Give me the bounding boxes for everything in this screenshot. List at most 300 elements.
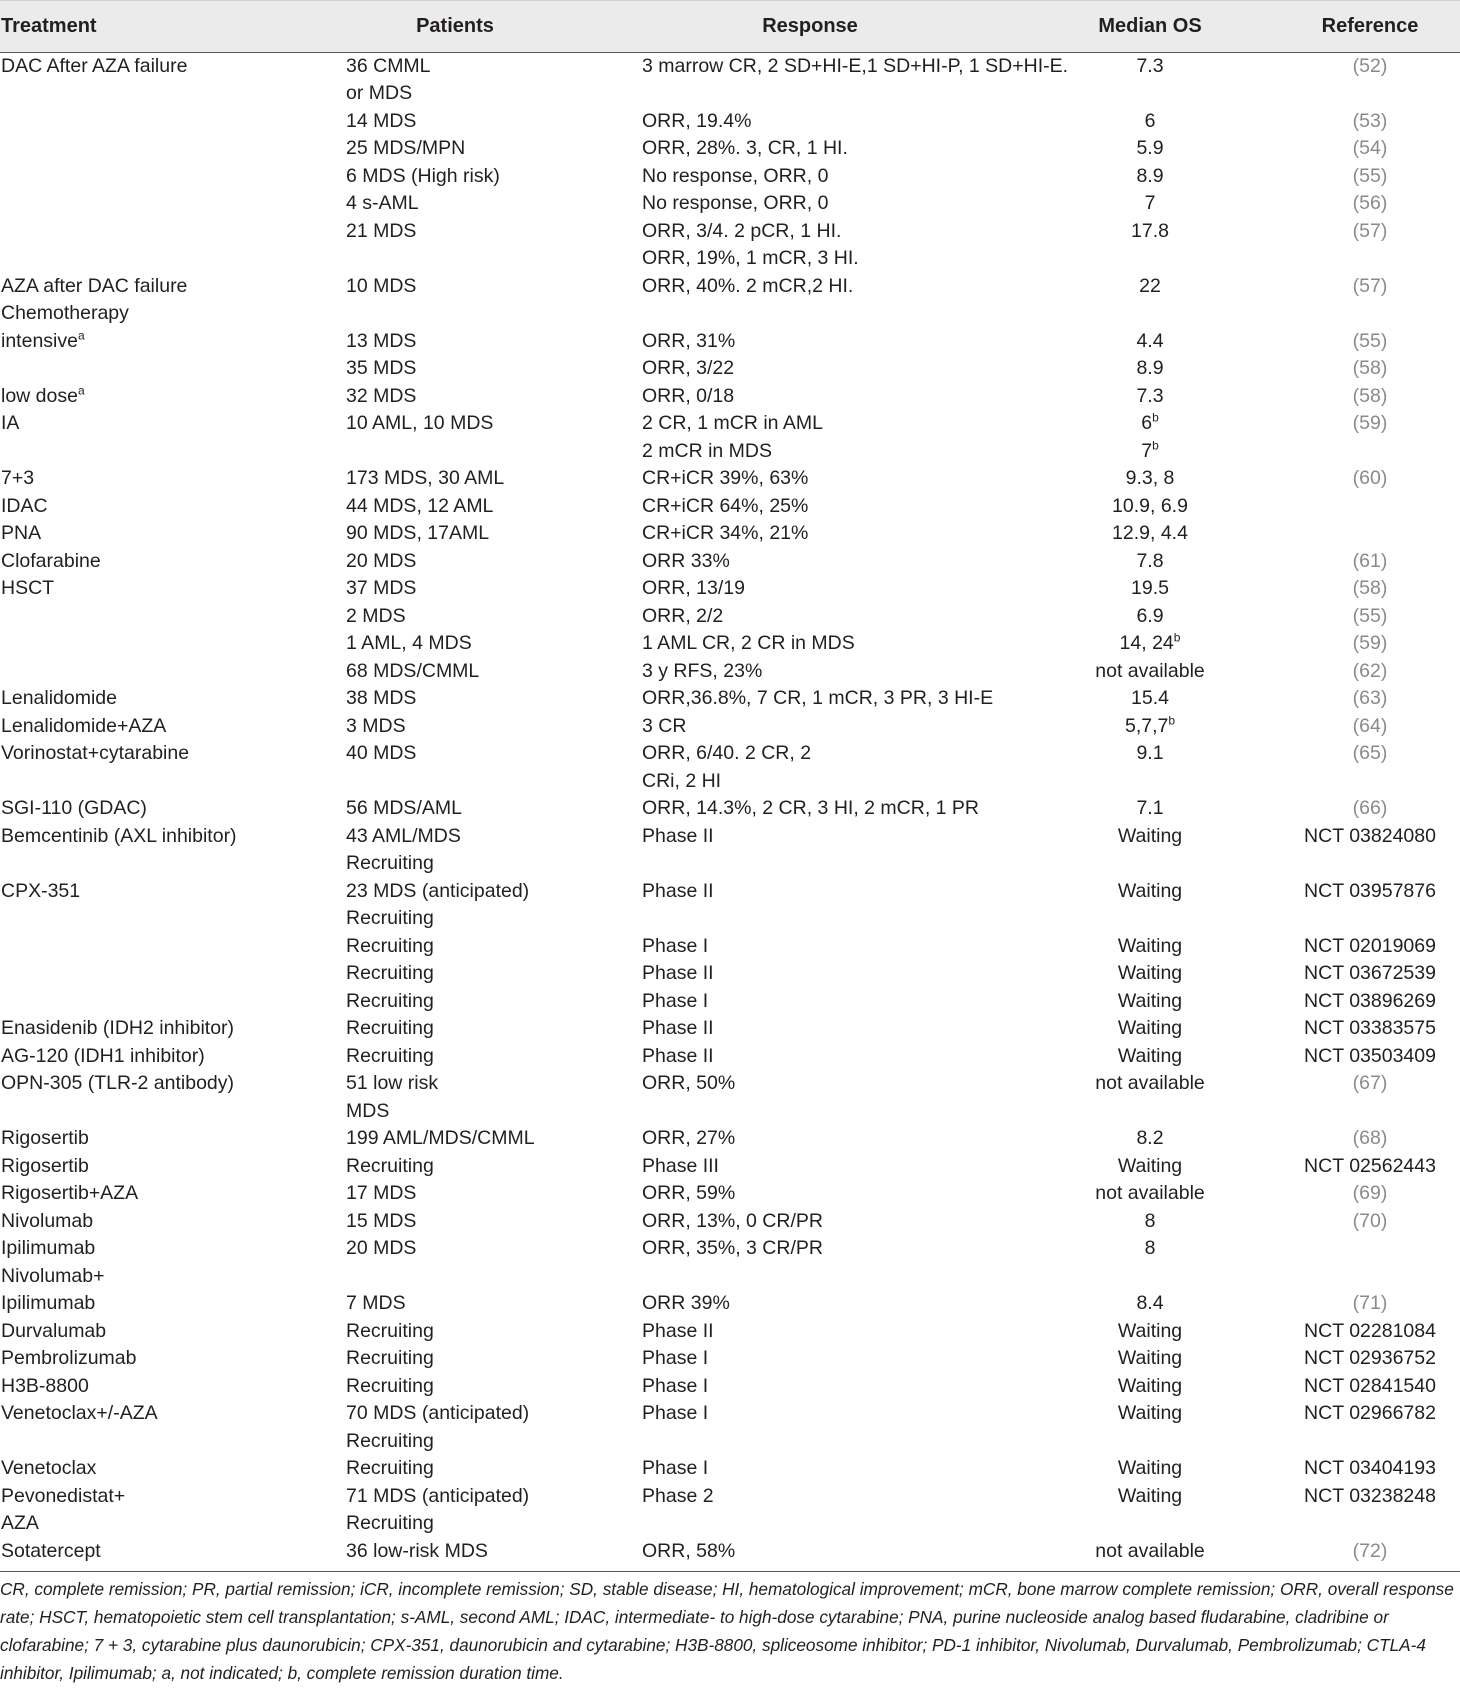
cell-response: [600, 740, 1020, 768]
cell-reference: [1280, 850, 1460, 878]
cell-reference-link[interactable]: [1280, 355, 1460, 383]
cell-text: ORR,36.8%, 7 CR, 1 mCR, 3 PR, 3 HI-E: [642, 687, 994, 710]
cell-treatment: [0, 1015, 310, 1043]
cell-text: Rigosertib: [1, 1127, 89, 1150]
cell-text: Phase I: [642, 989, 709, 1012]
cell-response: [600, 80, 1020, 108]
cell-reference-link[interactable]: [1280, 740, 1460, 768]
cell-treatment: [0, 1153, 310, 1181]
cell-response: [600, 1098, 1020, 1126]
cell-treatment: [0, 1428, 310, 1456]
header-patients: Patients: [310, 1, 600, 53]
cell-text: Waiting: [1117, 962, 1183, 985]
cell-response: [600, 823, 1020, 851]
cell-reference-link[interactable]: [1280, 190, 1460, 218]
cell-text: 7 MDS: [346, 1292, 406, 1315]
table-row: [0, 1428, 1460, 1456]
cell-reference: [1280, 1318, 1460, 1346]
cell-median-os: [1020, 1235, 1280, 1263]
cell-text: 3 y RFS, 23%: [642, 659, 763, 682]
cell-text: (57): [1352, 219, 1388, 242]
table-row: [0, 465, 1460, 493]
header-response: Response: [600, 1, 1020, 53]
cell-reference-link[interactable]: [1280, 135, 1460, 163]
cell-patients: [310, 878, 600, 906]
table-row: [0, 1510, 1460, 1538]
cell-patients: [310, 245, 600, 273]
cell-text: Rigosertib: [1, 1154, 89, 1177]
table-row: [0, 1455, 1460, 1483]
cell-median-os: [1020, 190, 1280, 218]
cell-text: (66): [1352, 797, 1388, 820]
cell-text: 56 MDS/AML: [346, 797, 462, 820]
cell-response: [600, 603, 1020, 631]
cell-text: Waiting: [1117, 1484, 1183, 1507]
cell-patients: [310, 493, 600, 521]
cell-median-os: [1020, 438, 1280, 466]
cell-reference-link[interactable]: [1280, 163, 1460, 191]
cell-text: Waiting: [1117, 1154, 1183, 1177]
cell-reference: [1280, 1400, 1460, 1428]
cell-reference-link[interactable]: [1280, 465, 1460, 493]
cell-text: ORR, 28%. 3, CR, 1 HI.: [642, 137, 848, 160]
cell-reference-link[interactable]: [1280, 1208, 1460, 1236]
cell-text: OPN-305 (TLR-2 antibody): [1, 1072, 235, 1095]
cell-text: CR+iCR 34%, 21%: [642, 522, 809, 545]
cell-median-os: [1020, 520, 1280, 548]
cell-patients: [310, 960, 600, 988]
cell-median-os: [1020, 80, 1280, 108]
cell-reference: [1280, 988, 1460, 1016]
cell-reference-link[interactable]: [1280, 1538, 1460, 1569]
cell-response: [600, 905, 1020, 933]
cell-median-os: [1020, 328, 1280, 356]
cell-patients: [310, 1153, 600, 1181]
cell-text: 2 CR, 1 mCR in AML: [642, 412, 823, 435]
cell-patients: [310, 1180, 600, 1208]
cell-text: (72): [1352, 1539, 1388, 1562]
cell-treatment: [0, 1510, 310, 1538]
cell-patients: [310, 1235, 600, 1263]
cell-text: NCT 03824080: [1304, 824, 1436, 847]
cell-patients: [310, 850, 600, 878]
table-row: [0, 1070, 1460, 1098]
cell-text: Waiting: [1117, 1347, 1183, 1370]
table-row: [0, 1345, 1460, 1373]
cell-response: [600, 163, 1020, 191]
cell-response: [600, 218, 1020, 246]
cell-text: 70 MDS (anticipated): [346, 1402, 530, 1425]
cell-treatment: [0, 905, 310, 933]
cell-response: [600, 1428, 1020, 1456]
cell-text: not available: [1095, 1072, 1205, 1095]
cell-text: 8.9: [1136, 357, 1164, 380]
cell-median-os: [1020, 300, 1280, 328]
cell-text: DAC After AZA failure: [1, 55, 188, 77]
cell-text: Phase I: [642, 1402, 709, 1425]
cell-median-os: [1020, 713, 1280, 741]
cell-text: NCT 03503409: [1304, 1044, 1436, 1067]
cell-text: Vorinostat+cytarabine: [1, 742, 190, 765]
cell-text: Pevonedistat+: [1, 1484, 126, 1507]
cell-text: 7.3: [1136, 55, 1164, 77]
cell-response: [600, 1455, 1020, 1483]
cell-patients: [310, 410, 600, 438]
cell-text: AG-120 (IDH1 inhibitor): [1, 1044, 205, 1067]
cell-reference-link[interactable]: [1280, 795, 1460, 823]
cell-text: Sotatercept: [1, 1539, 101, 1562]
cell-patients: [310, 795, 600, 823]
table-row: [0, 905, 1460, 933]
cell-text: ORR, 2/2: [642, 604, 724, 627]
cell-reference-link[interactable]: [1280, 1125, 1460, 1153]
cell-reference-link[interactable]: [1280, 713, 1460, 741]
cell-text: CR+iCR 64%, 25%: [642, 494, 809, 517]
cell-text: 21 MDS: [346, 219, 417, 242]
cell-response: [600, 1015, 1020, 1043]
cell-text: Phase I: [642, 1347, 709, 1370]
cell-text: 51 low risk: [346, 1072, 439, 1095]
cell-median-os: [1020, 1098, 1280, 1126]
cell-text: 36 CMML: [346, 55, 431, 77]
cell-text: NCT 03957876: [1304, 879, 1436, 902]
cell-reference: [1280, 1153, 1460, 1181]
cell-text: Waiting: [1117, 824, 1183, 847]
cell-text: 7: [1141, 439, 1153, 462]
cell-reference-link[interactable]: [1280, 410, 1460, 438]
cell-reference: [1280, 1428, 1460, 1456]
cell-text: (71): [1352, 1292, 1388, 1315]
cell-patients: [310, 1318, 600, 1346]
cell-text: Phase II: [642, 1044, 714, 1067]
cell-text: Recruiting: [346, 934, 434, 957]
cell-text: not available: [1095, 1539, 1205, 1562]
cell-reference: [1280, 905, 1460, 933]
cell-text: 23 MDS (anticipated): [346, 879, 530, 902]
cell-response: [600, 575, 1020, 603]
cell-text: ORR, 3/4. 2 pCR, 1 HI.: [642, 219, 842, 242]
cell-reference-link[interactable]: [1280, 685, 1460, 713]
cell-treatment: [0, 878, 310, 906]
cell-text: Durvalumab: [1, 1319, 107, 1342]
cell-treatment: [0, 328, 310, 356]
table-footnote: CR, complete remission; PR, partial remission; iCR, incomplete remission; SD, stable disease; HI, hematological improvement; mCR, bone marrow complete remission; ORR, overall response rate; HSCT, hematopoietic stem cell transplantation; s-AML, second AML; IDAC, intermediate- to high-dose cytarabine; PNA, purine nucleoside analog based fludarabine, cladribine or clofarabine; 7 + 3, cytarabine plus daunorubicin; CPX-351, daunorubicin and cytarabine; H3B-8800, spliceosome inhibitor; PD-1 inhibitor, Nivolumab, Durvalumab, Pembrolizumab; CTLA-4 inhibitor, Ipilimumab; a, not indicated; b, complete remission duration time.: [0, 1578, 1454, 1683]
cell-reference-link[interactable]: [1280, 53, 1460, 81]
cell-text: 199 AML/MDS/CMML: [346, 1127, 535, 1150]
cell-patients: [310, 823, 600, 851]
cell-treatment: [0, 1070, 310, 1098]
cell-patients: [310, 1345, 600, 1373]
cell-reference-link[interactable]: [1280, 548, 1460, 576]
cell-text: Recruiting: [346, 907, 434, 930]
cell-text: NCT 02966782: [1304, 1402, 1436, 1425]
cell-patients: [310, 740, 600, 768]
cell-treatment: [0, 1180, 310, 1208]
cell-treatment: [0, 1263, 310, 1291]
cell-text: NCT 03896269: [1304, 989, 1436, 1012]
cell-text: ORR, 3/22: [642, 357, 735, 380]
cell-reference-link[interactable]: [1280, 1070, 1460, 1098]
cell-text: Phase II: [642, 879, 714, 902]
table-header-row: [0, 1, 1460, 53]
cell-reference-link[interactable]: [1280, 1290, 1460, 1318]
cell-response: [600, 1043, 1020, 1071]
cell-reference: [1280, 1483, 1460, 1511]
cell-text: 37 MDS: [346, 577, 417, 600]
cell-treatment: [0, 630, 310, 658]
cell-text: low dose: [1, 384, 78, 407]
cell-patients: [310, 108, 600, 136]
cell-reference-link[interactable]: [1280, 603, 1460, 631]
cell-text: Lenalidomide: [1, 687, 118, 710]
cell-text: 10 MDS: [346, 274, 417, 297]
cell-text: 13 MDS: [346, 329, 417, 352]
cell-text: Recruiting: [346, 1374, 434, 1397]
cell-treatment: [0, 1483, 310, 1511]
cell-text: 4.4: [1136, 329, 1164, 352]
table-row: [0, 383, 1460, 411]
cell-response: [600, 933, 1020, 961]
cell-text: 9.1: [1136, 742, 1164, 765]
table-row: [0, 548, 1460, 576]
cell-patients: [310, 383, 600, 411]
cell-text: 1 AML CR, 2 CR in MDS: [642, 632, 855, 655]
cell-text: (53): [1352, 109, 1388, 132]
cell-text: NCT 02281084: [1304, 1319, 1436, 1342]
header-median-os: Median OS: [1020, 1, 1280, 53]
cell-text: ORR, 31%: [642, 329, 736, 352]
cell-text: 36 low-risk MDS: [346, 1539, 488, 1562]
table-row: [0, 823, 1460, 851]
cell-text: 8.4: [1136, 1292, 1164, 1315]
table-row: [0, 438, 1460, 466]
cell-text: ORR, 14.3%, 2 CR, 3 HI, 2 mCR, 1 PR: [642, 797, 980, 820]
cell-response: [600, 328, 1020, 356]
cell-text: (57): [1352, 274, 1388, 297]
cell-median-os: [1020, 878, 1280, 906]
cell-patients: [310, 1373, 600, 1401]
cell-median-os: [1020, 1125, 1280, 1153]
cell-text: Waiting: [1117, 934, 1183, 957]
cell-text: (64): [1352, 714, 1388, 737]
table-row: [0, 1235, 1460, 1263]
cell-text: 90 MDS, 17AML: [346, 522, 490, 545]
cell-reference: [1280, 80, 1460, 108]
cell-text: (65): [1352, 742, 1388, 765]
cell-text: intensive: [1, 329, 78, 352]
cell-text: ORR, 19%, 1 mCR, 3 HI.: [642, 247, 859, 270]
cell-median-os: [1020, 383, 1280, 411]
cell-reference-link[interactable]: [1280, 383, 1460, 411]
cell-treatment: [0, 933, 310, 961]
cell-treatment: [0, 1538, 310, 1569]
cell-text: No response, ORR, 0: [642, 192, 829, 215]
table-row: [0, 1180, 1460, 1208]
cell-treatment: [0, 108, 310, 136]
cell-patients: [310, 1015, 600, 1043]
cell-reference: [1280, 1510, 1460, 1538]
cell-response: [600, 1263, 1020, 1291]
cell-median-os: [1020, 218, 1280, 246]
cell-reference: [1280, 823, 1460, 851]
cell-text: Recruiting: [346, 962, 434, 985]
table-row: [0, 768, 1460, 796]
cell-median-os: [1020, 1043, 1280, 1071]
cell-text: Waiting: [1117, 1402, 1183, 1425]
cell-text: Waiting: [1117, 1017, 1183, 1040]
cell-reference-link[interactable]: [1280, 575, 1460, 603]
cell-text: (69): [1352, 1182, 1388, 1205]
cell-reference-link[interactable]: [1280, 218, 1460, 246]
cell-treatment: [0, 685, 310, 713]
cell-treatment: [0, 493, 310, 521]
cell-text: PNA: [1, 522, 42, 545]
cell-patients: [310, 273, 600, 301]
cell-text: 7.8: [1136, 549, 1164, 572]
cell-text: (62): [1352, 659, 1388, 682]
table-row: [0, 493, 1460, 521]
cell-text: Phase II: [642, 824, 714, 847]
table-row: [0, 1098, 1460, 1126]
table-row: [0, 273, 1460, 301]
cell-reference: [1280, 493, 1460, 521]
cell-response: [600, 658, 1020, 686]
cell-response: [600, 1510, 1020, 1538]
cell-treatment: [0, 1125, 310, 1153]
cell-text: (54): [1352, 137, 1388, 160]
cell-response: [600, 1538, 1020, 1569]
cell-patients: [310, 1510, 600, 1538]
cell-reference: [1280, 1345, 1460, 1373]
cell-treatment: [0, 1208, 310, 1236]
cell-treatment: [0, 1318, 310, 1346]
cell-text: Phase I: [642, 934, 709, 957]
cell-text: 43 AML/MDS: [346, 824, 461, 847]
table-row: [0, 1373, 1460, 1401]
table-row: [0, 1015, 1460, 1043]
cell-response: [600, 355, 1020, 383]
cell-median-os: [1020, 740, 1280, 768]
cell-response: [600, 988, 1020, 1016]
cell-text: 20 MDS: [346, 549, 417, 572]
cell-treatment: [0, 1235, 310, 1263]
cell-text: Recruiting: [346, 1319, 434, 1342]
table-row: [0, 1538, 1460, 1569]
cell-patients: [310, 1400, 600, 1428]
cell-response: [600, 300, 1020, 328]
table-row: [0, 1400, 1460, 1428]
cell-median-os: [1020, 1208, 1280, 1236]
cell-response: [600, 768, 1020, 796]
cell-response: [600, 1318, 1020, 1346]
cell-text: Phase II: [642, 1319, 714, 1342]
cell-reference-link[interactable]: [1280, 108, 1460, 136]
cell-text: (58): [1352, 384, 1388, 407]
table-row: [0, 933, 1460, 961]
cell-text: (59): [1352, 632, 1388, 655]
cell-patients: [310, 1263, 600, 1291]
cell-reference-link[interactable]: [1280, 328, 1460, 356]
cell-text: Waiting: [1117, 1319, 1183, 1342]
cell-text: Recruiting: [346, 1512, 434, 1535]
cell-median-os: [1020, 1483, 1280, 1511]
cell-response: [600, 410, 1020, 438]
cell-text: (59): [1352, 412, 1388, 435]
cell-reference-link[interactable]: [1280, 658, 1460, 686]
cell-reference: [1280, 1455, 1460, 1483]
cell-response: [600, 1290, 1020, 1318]
cell-text: 10.9, 6.9: [1112, 494, 1188, 517]
cell-reference-link[interactable]: [1280, 273, 1460, 301]
cell-text: 7.1: [1136, 797, 1164, 820]
cell-text: Waiting: [1117, 1457, 1183, 1480]
cell-text: NCT 02562443: [1304, 1154, 1436, 1177]
cell-treatment: [0, 1400, 310, 1428]
cell-text: Venetoclax: [1, 1457, 97, 1480]
cell-text: (70): [1352, 1209, 1388, 1232]
cell-reference-link[interactable]: [1280, 630, 1460, 658]
cell-text: 15 MDS: [346, 1209, 417, 1232]
cell-response: [600, 795, 1020, 823]
cell-text: Phase II: [642, 962, 714, 985]
cell-patients: [310, 988, 600, 1016]
cell-median-os: [1020, 548, 1280, 576]
cell-reference: [1280, 520, 1460, 548]
cell-text: 8.9: [1136, 164, 1164, 187]
cell-patients: [310, 355, 600, 383]
cell-median-os: [1020, 245, 1280, 273]
table-row: [0, 80, 1460, 108]
cell-text: ORR, 6/40. 2 CR, 2: [642, 742, 812, 765]
cell-text: (61): [1352, 549, 1388, 572]
cell-median-os: [1020, 1290, 1280, 1318]
cell-text: Waiting: [1117, 989, 1183, 1012]
cell-text: CPX-351: [1, 879, 81, 902]
cell-reference-link[interactable]: [1280, 1180, 1460, 1208]
table-row: [0, 988, 1460, 1016]
cell-patients: [310, 1538, 600, 1569]
cell-response: [600, 465, 1020, 493]
cell-reference: [1280, 245, 1460, 273]
cell-text: Waiting: [1117, 1374, 1183, 1397]
cell-text: NCT 03404193: [1304, 1457, 1436, 1480]
cell-reference: [1280, 1235, 1460, 1263]
cell-response: [600, 1070, 1020, 1098]
cell-text: 2 MDS: [346, 604, 406, 627]
table-row: [0, 850, 1460, 878]
cell-median-os: [1020, 465, 1280, 493]
table-row: [0, 878, 1460, 906]
cell-response: [600, 1483, 1020, 1511]
cell-patients: [310, 328, 600, 356]
cell-median-os: [1020, 685, 1280, 713]
cell-text: Phase III: [642, 1154, 719, 1177]
cell-response: [600, 850, 1020, 878]
cell-text: AZA: [1, 1512, 39, 1535]
cell-text: 17.8: [1131, 219, 1169, 242]
cell-text: 38 MDS: [346, 687, 417, 710]
cell-patients: [310, 575, 600, 603]
cell-treatment: [0, 53, 310, 81]
cell-text: ORR 39%: [642, 1292, 730, 1315]
cell-text: Recruiting: [346, 1429, 434, 1452]
cell-response: [600, 1125, 1020, 1153]
cell-patients: [310, 768, 600, 796]
cell-treatment: [0, 1290, 310, 1318]
cell-text: 68 MDS/CMML: [346, 659, 480, 682]
table-row: [0, 135, 1460, 163]
cell-response: [600, 273, 1020, 301]
